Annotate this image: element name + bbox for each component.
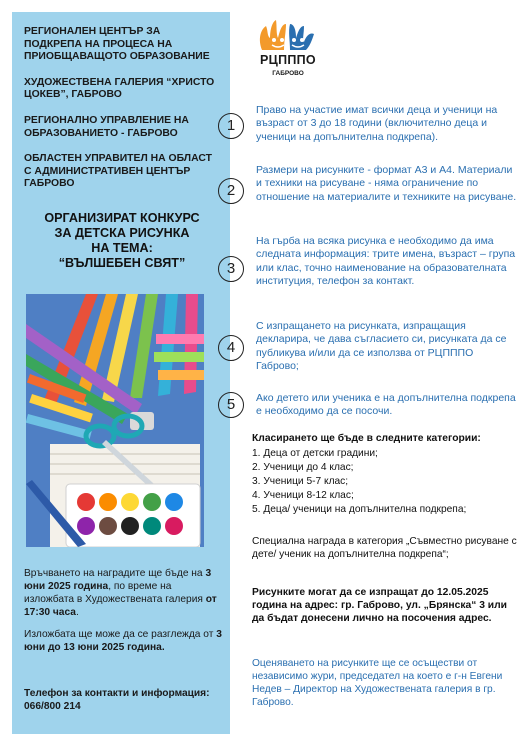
art-supplies-illustration — [26, 294, 204, 547]
contact-info: Телефон за контакти и информация: 066/800 214 — [24, 688, 210, 712]
headline-line: ОРГАНИЗИРАТ КОНКУРС — [44, 210, 200, 225]
category-item: 1. Деца от детски градини; — [252, 448, 378, 459]
organizer-gallery: ХУДОЖЕСТВЕНА ГАЛЕРИЯ “ХРИСТО ЦОКЕВ”, ГАБРОВО — [24, 76, 215, 101]
special-award: Специална награда в категория „Съвместно рисуване с дете/ ученик на допълнителна подкрепа“; — [252, 536, 517, 560]
rule-number-4: 4 — [218, 335, 244, 361]
headline-theme: “ВЪЛШЕБЕН СВЯТ” — [58, 255, 186, 270]
rule-number-2: 2 — [218, 178, 244, 204]
art-supplies-photo — [26, 294, 204, 547]
logo-subtext: ГАБРОВО — [272, 70, 304, 77]
organizer-governor: ОБЛАСТЕН УПРАВИТЕЛ НА ОБЛАСТ С АДМИНИСТРАТИВЕН ЦЕНТЪР ГАБРОВО — [24, 153, 212, 190]
rule-number-5: 5 — [218, 392, 244, 418]
rule-text-2: Размери на рисунките - формат А3 и А4. Материали и техники на рисуване - няма ограничение по отношение на материалите и техниките на рисуване. — [256, 164, 517, 203]
contest-headline — [24, 211, 220, 271]
jury-info: Оценяването на рисунките ще се осъществи от независимо жури, председател на което е г-н Евгени Недев – Директор на Художествената галерия в гр. Габрово. — [252, 658, 503, 708]
organizer-rcpppo: РЕГИОНАЛЕН ЦЕНТЪР ЗА ПОДКРЕПА НА ПРОЦЕСА НА ПРИОБЩАВАЩОТО ОБРАЗОВАНИЕ — [24, 26, 210, 63]
award-text: , по време на изложбата в Художествената галерия — [24, 581, 206, 605]
rule-text-4: С изпращането на рисунката, изпращащия декларира, че дава съгласието си, рисунката да се публикува и/или да се използва от РЦПППО Габрово; — [256, 320, 507, 372]
exhibition-text: Изложбата ще може да се разглежда от — [24, 629, 217, 640]
categories-title: Класирането ще бъде в следните категории: — [252, 433, 481, 444]
hands-logo-icon — [254, 16, 322, 56]
category-item: 2. Ученици до 4 клас; — [252, 462, 354, 474]
award-info — [24, 567, 224, 619]
rule-number-3: 3 — [218, 256, 244, 282]
category-item: 5. Деца/ ученици на допълнителна подкрепа; — [252, 504, 467, 516]
organizer-rue: РЕГИОНАЛНО УПРАВЛЕНИЕ НА ОБРАЗОВАНИЕТО - ГАБРОВО — [24, 114, 189, 139]
headline-line: НА ТЕМА: — [91, 240, 153, 255]
logo-text: РЦПППО — [260, 53, 316, 67]
categories-list — [252, 447, 466, 517]
award-text: . — [75, 607, 79, 618]
headline-line: ЗА ДЕТСКА РИСУНКА — [54, 225, 190, 240]
rule-number-1: 1 — [218, 113, 244, 139]
award-time: от 17:30 часа — [24, 594, 217, 618]
rule-text-1: Право на участие имат всички деца и ученици на възраст от 3 до 18 години (включително деца и ученици на допълнителна подкрепа). — [256, 104, 498, 143]
exhibition-info — [24, 628, 224, 654]
category-item: 4. Ученици 8-12 клас; — [252, 490, 354, 502]
award-date: 3 юни 2025 година — [24, 568, 212, 592]
exhibition-dates: 3 юни до 13 юни 2025 година. — [24, 629, 222, 653]
category-item: 3. Ученици 5-7 клас; — [252, 476, 349, 488]
rule-text-5: Ако детето или ученика е на допълнителна подкрепа е необходимо да се посочи. — [256, 392, 516, 418]
rule-text-3: На гърба на всяка рисунка е необходимо да има следната информация: трите имена, възраст – група или клас, точно наименование на образователната институция, телефон за контакт. — [256, 235, 516, 287]
award-text: Връчването на наградите ще бъде на — [24, 568, 206, 579]
submission-address: Рисунките могат да се изпращат до 12.05.2025 година на адрес: гр. Габрово, ул. „Брянска“ 3 или да бъдат донесени лично на посочения адрес. — [252, 587, 508, 624]
